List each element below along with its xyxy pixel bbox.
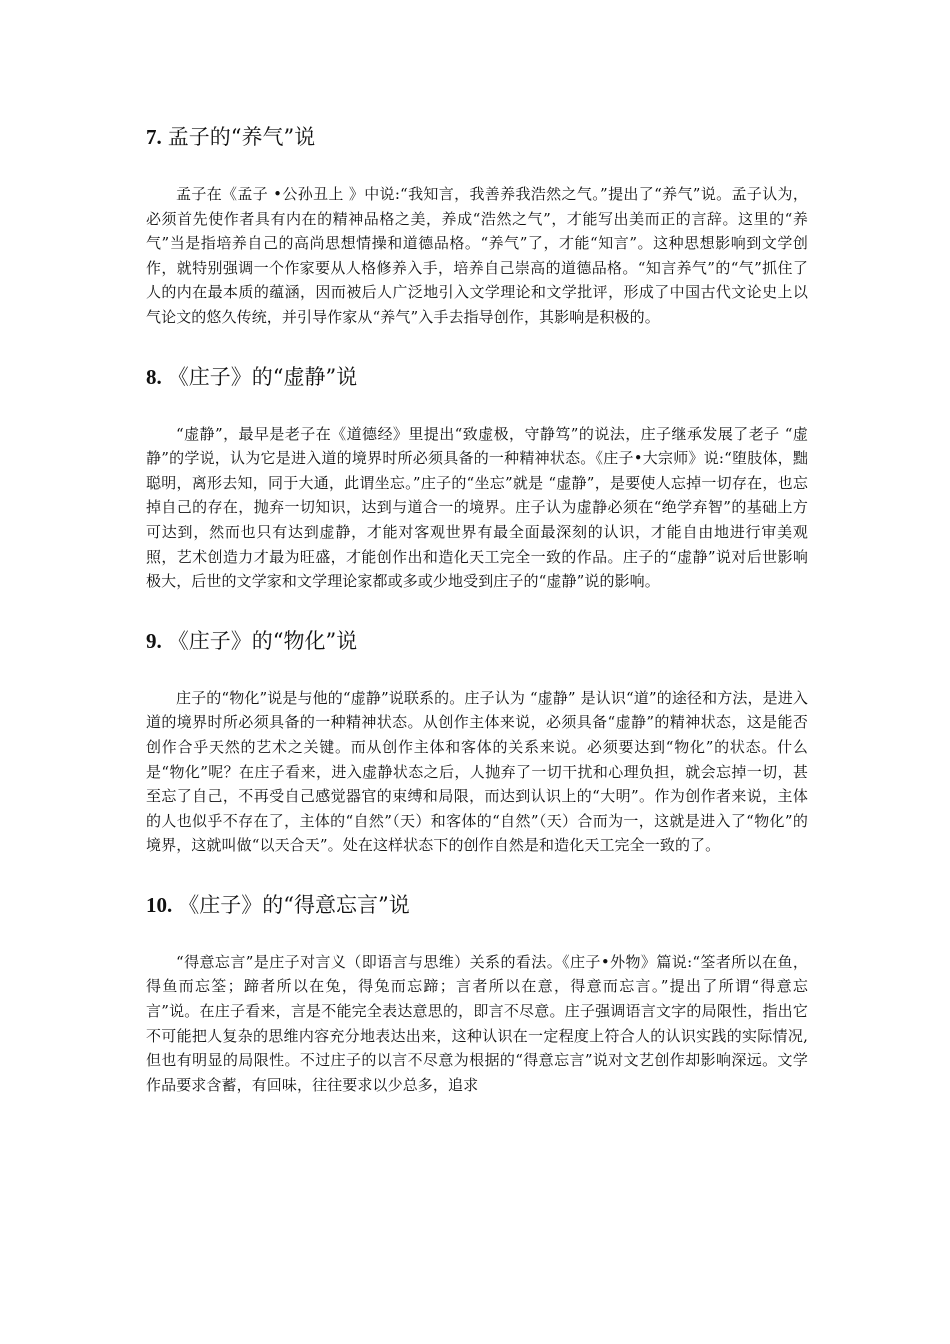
document-page	[146, 100, 808, 1097]
section-title: 孟子的“养气”说	[167, 125, 316, 149]
section-heading	[146, 624, 808, 658]
section-heading	[146, 120, 808, 154]
section-heading	[146, 360, 808, 394]
section-zhuangzi-xujing	[146, 360, 808, 594]
section-body: 庄子的“物化”说是与他的“虚静”说联系的。庄子认为 “虚静” 是认识“道”的途径和方法，是进入道的境界时所必须具备的一种精神状态。从创作主体来说，必须具备“虚静”的精神状态，这是能否创作合乎天然的艺术之关键。而从创作主体和客体的关系来说。必须要达到“物化”的状态。什么是“物化”呢？在庄子看来，进入虚静状态之后，人抛弃了一切干扰和心理负担，就会忘掉一切，甚至忘了自己，不再受自己感觉器官的束缚和局限，而达到认识上的“大明”。作为创作者来说，主体的人也似乎不存在了，主体的“自然”（天）和客体的“自然”（天）合而为一，这就是进入了“物化”的境界，这就叫做“以天合天”。处在这样状态下的创作自然是和造化天工完全一致的了。	[146, 688, 808, 855]
section-number: 8.	[146, 364, 162, 389]
section-title: 《庄子》的“虚静”说	[167, 364, 358, 389]
section-title: 《庄子》的“得意忘言”说	[178, 892, 410, 917]
section-number: 7.	[146, 125, 162, 149]
section-title: 《庄子》的“物化”说	[167, 628, 358, 653]
section-number: 10.	[146, 892, 173, 917]
section-zhuangzi-deyiwangyan	[146, 888, 808, 1098]
section-body: “得意忘言”是庄子对言义（即语言与思维）关系的看法。《庄子•外物》篇说:“筌者所以在鱼，得鱼而忘筌；蹄者所以在兔，得兔而忘蹄；言者所以在意，得意而忘言。”提出了所谓“得意忘言”说。在庄子看来，言是不能完全表达意思的，即言不尽意。庄子强调语言文字的局限性，指出它不可能把人复杂的思维内容充分地表达出来，这种认识在一定程度上符合人的认识实践的实际情况,但也有明显的局限性。不过庄子的以言不尽意为根据的“得意忘言”说对文艺创作却影响深远。文学作品要求含蓄，有回味，往往要求以少总多，追求	[146, 952, 808, 1094]
section-body: “虚静”，最早是老子在《道德经》里提出“致虚极，守静笃”的说法，庄子继承发展了老子 “虚静”的学说，认为它是进入道的境界时所必须具备的一种精神状态。《庄子•大宗师》说:“堕肢体，黜聪明，离形去知，同于大通，此谓坐忘。”庄子的“坐忘”就是 “虚静”，是要使人忘掉一切存在，也忘掉自己的存在，抛弃一切知识，达到与道合一的境界。庄子认为虚静必须在“绝学弃智”的基础上方可达到，然而也只有达到虚静，才能对客观世界有最全面最深刻的认识，才能自由地进行审美观照，艺术创造力才最为旺盛，才能创作出和造化天工完全一致的作品。庄子的“虚静”说对后世影响极大，后世的文学家和文学理论家都或多或少地受到庄子的“虚静”说的影响。	[146, 424, 808, 591]
section-heading	[146, 888, 808, 922]
section-mencius-yangqi	[146, 120, 808, 330]
section-number: 9.	[146, 628, 162, 653]
section-zhuangzi-wuhua	[146, 624, 808, 858]
section-body: 孟子在《孟子 •公孙丑上 》中说:“我知言，我善养我浩然之气。”提出了“养气”说。孟子认为，必须首先使作者具有内在的精神品格之美，养成“浩然之气”，才能写出美而正的言辞。这里的“养气”当是指培养自己的高尚思想情操和道德品格。“养气”了，才能“知言”。这种思想影响到文学创作，就特别强调一个作家要从人格修养入手，培养自己崇高的道德品格。“知言养气”的“气”抓住了人的内在最本质的蕴涵，因而被后人广泛地引入文学理论和文学批评，形成了中国古代文论史上以气论文的悠久传统，并引导作家从“养气”入手去指导创作，其影响是积极的。	[146, 185, 808, 326]
